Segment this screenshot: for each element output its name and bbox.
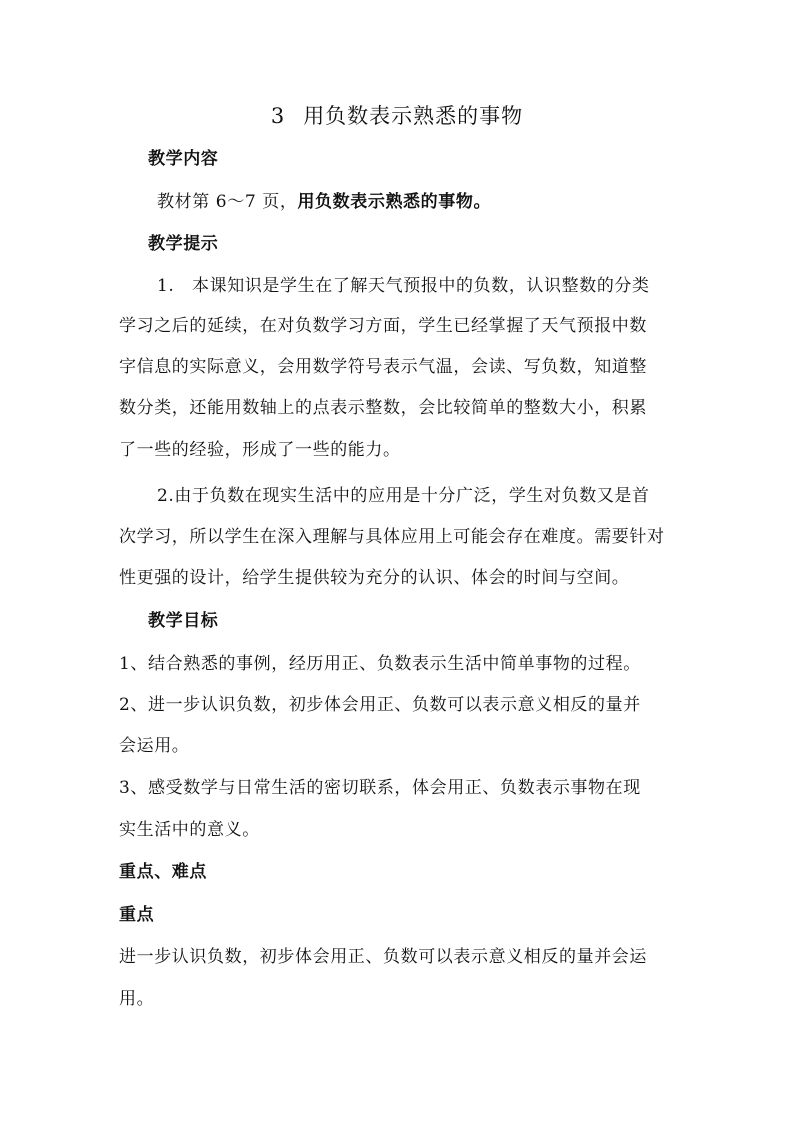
teaching-content-text bbox=[157, 189, 732, 215]
hint2-line: 次学习，所以学生在深入理解与具体应用上可能会存在难度。需要针对 bbox=[119, 527, 665, 547]
hint2-line: 性更强的设计，给学生提供较为充分的认识、体会的时间与空间。 bbox=[119, 568, 630, 588]
goal2-line: 会运用。 bbox=[119, 736, 190, 756]
hint1-line: 了一些的经验，形成了一些的能力。 bbox=[119, 440, 401, 460]
title-text: 用负数表示熟悉的事物 bbox=[303, 104, 524, 128]
hint1-line: 字信息的实际意义，会用数学符号表示气温，会读、写负数，知道整 bbox=[119, 357, 647, 377]
key-points-line: 用。 bbox=[119, 989, 155, 1009]
key-difficult-heading: 重点、难点 bbox=[119, 862, 207, 882]
hint1-line: 数分类，还能用数轴上的点表示整数，会比较简单的整数大小，积累 bbox=[119, 398, 647, 418]
goal3-line: 实生活中的意义。 bbox=[119, 820, 260, 840]
teaching-content-heading: 教学内容 bbox=[148, 149, 219, 169]
key-points-line: 进一步认识负数，初步体会用正、负数可以表示意义相反的量并会运 bbox=[119, 947, 647, 967]
teaching-content-bold: 用负数表示熟悉的事物。 bbox=[297, 192, 492, 212]
teaching-hints-heading: 教学提示 bbox=[148, 234, 219, 254]
teaching-content-prefix: 教材第 6～7 页， bbox=[157, 192, 298, 212]
document-title bbox=[0, 100, 794, 132]
hint2-line: 2.由于负数在现实生活中的应用是十分广泛，学生对负数又是首 bbox=[157, 486, 650, 506]
hint1-line: 1. 本课知识是学生在了解天气预报中的负数，认识整数的分类 bbox=[157, 276, 650, 296]
title-number: 3 bbox=[270, 104, 286, 128]
key-points-heading: 重点 bbox=[119, 905, 155, 925]
teaching-goals-heading: 教学目标 bbox=[148, 611, 219, 631]
goal3-line: 3、感受数学与日常生活的密切联系，体会用正、负数表示事物在现 bbox=[119, 778, 641, 798]
hint1-line: 学习之后的延续，在对负数学习方面，学生已经掌握了天气预报中数 bbox=[119, 316, 647, 336]
goal1-line: 1、结合熟悉的事例，经历用正、负数表示生活中简单事物的过程。 bbox=[119, 654, 641, 674]
goal2-line: 2、进一步认识负数，初步体会用正、负数可以表示意义相反的量并 bbox=[119, 695, 641, 715]
